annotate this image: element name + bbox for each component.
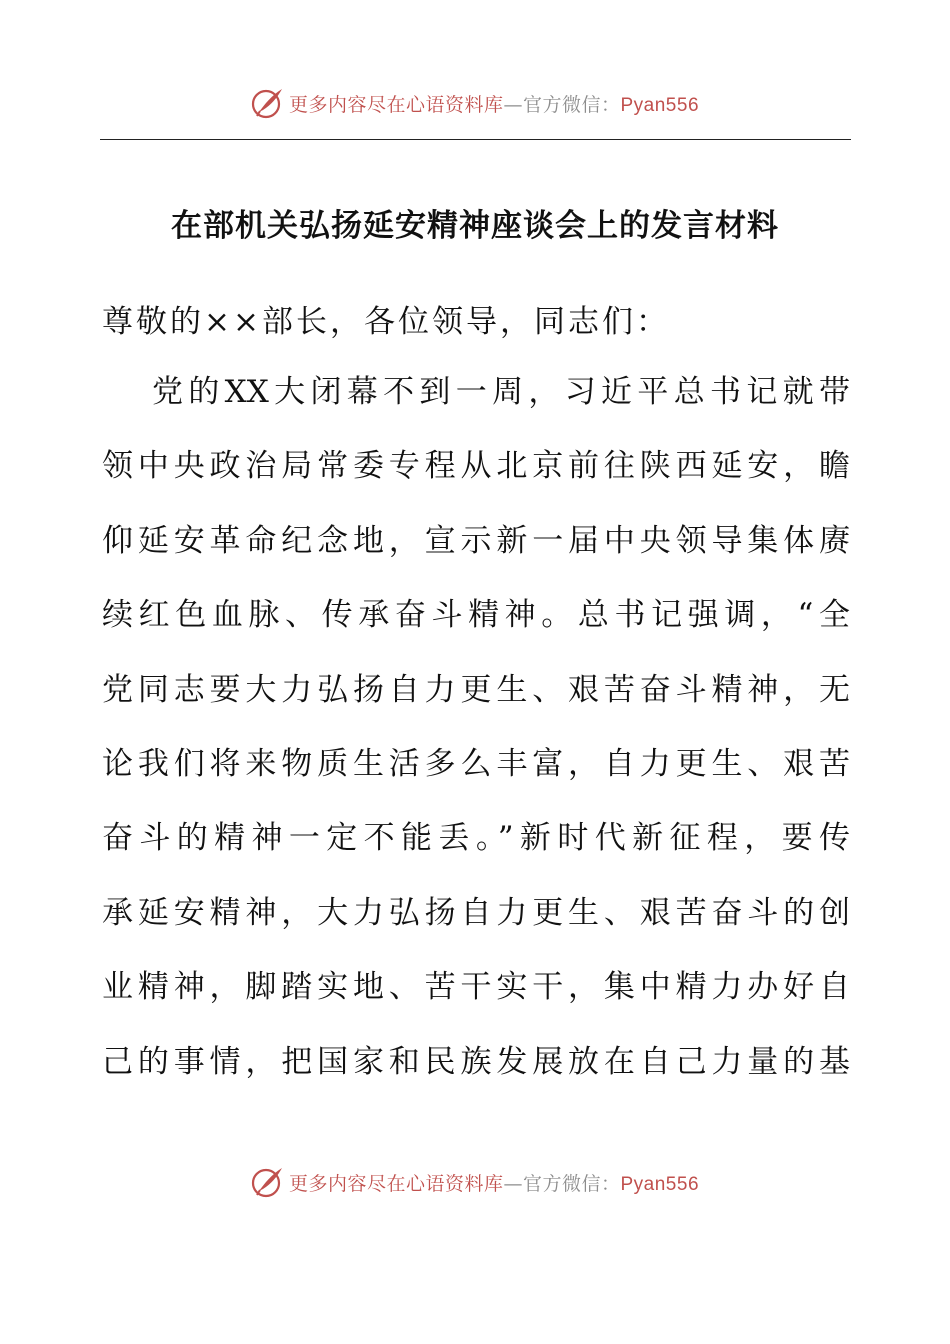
paragraph-line: 奋斗的精神一定不能丢。”新时代新征程，要传 [102,820,850,857]
paragraph-line: 业精神，脚踏实地、苦干实干，集中精力办好自 [102,969,850,1006]
header-banner [0,83,950,123]
footer-banner-label: —官方微信： [503,1172,621,1195]
paragraph-line: 党同志要大力弘扬自力更生、艰苦奋斗精神，无 [102,671,850,708]
footer-banner-wechat-id: Pyan556 [620,1173,700,1195]
header-banner-site: 更多内容尽在心语资料库 [288,93,504,116]
paragraph-line: 己的事情，把国家和民族发展放在自己力量的基 [102,1043,850,1080]
quill-logo-icon [251,1165,285,1199]
header-banner-wechat-id: Pyan556 [620,94,700,116]
paragraph-line: 党的XX大闭幕不到一周，习近平总书记就带 [152,374,850,410]
footer-banner [0,1162,950,1202]
paragraph-line: 论我们将来物质生活多么丰富，自力更生、艰苦 [102,745,850,782]
paragraph-line: 承延安精神，大力弘扬自力更生、艰苦奋斗的创 [102,894,850,931]
paragraph-line: 领中央政治局常委专程从北京前往陕西延安，瞻 [102,448,850,485]
footer-banner-text [289,1169,699,1196]
header-banner-label: —官方微信： [503,93,621,116]
paragraph-line: 仰延安革命纪念地，宣示新一届中央领导集体赓 [102,522,850,559]
paragraph-line: 续红色血脉、传承奋斗精神。总书记强调，“全 [102,597,850,634]
body-paragraph [102,355,850,1099]
header-divider [100,139,851,140]
document-title: 在部机关弘扬延安精神座谈会上的发言材料 [171,208,779,244]
quill-logo-icon [251,86,285,120]
header-banner-text [289,90,699,117]
salutation: 尊敬的××部长，各位领导，同志们： [102,304,670,340]
footer-banner-site: 更多内容尽在心语资料库 [288,1172,504,1195]
